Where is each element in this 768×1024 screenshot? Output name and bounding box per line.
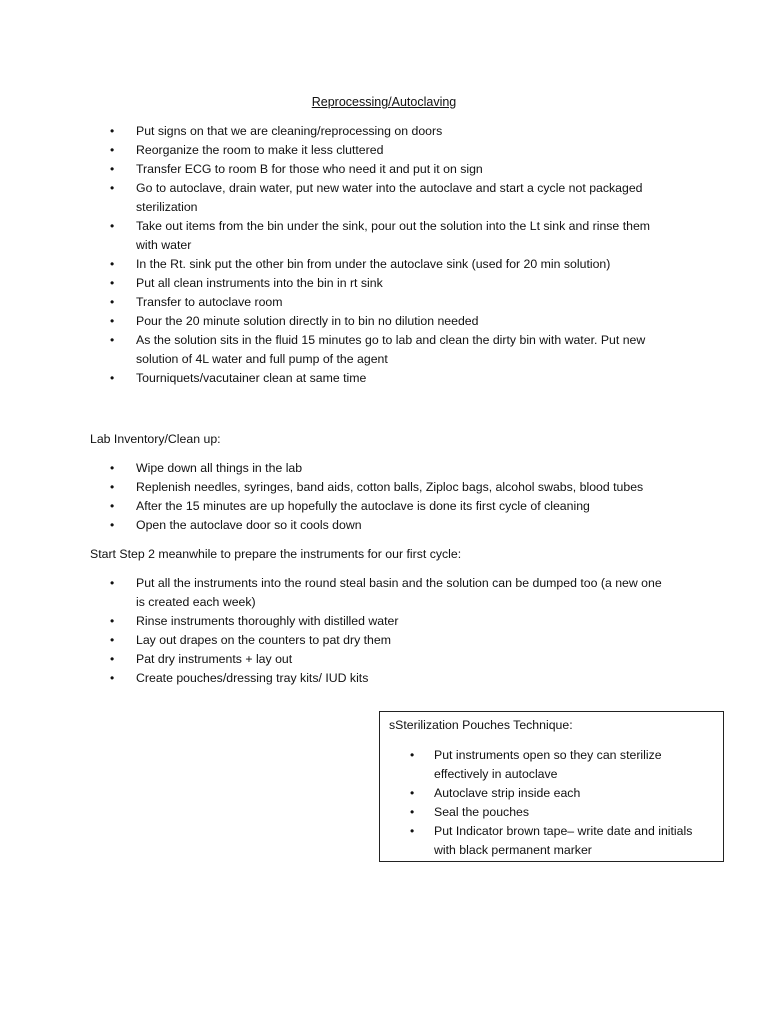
list-item: • After the 15 minutes are up hopefully the autoclave is done its first cycle of cleaning xyxy=(110,497,670,516)
list-item: • Lay out drapes on the counters to pat dry them xyxy=(110,631,670,650)
sterilization-pouches-box xyxy=(379,711,724,862)
bullet-icon: • xyxy=(110,295,115,309)
bullet-icon: • xyxy=(110,124,115,138)
list-item: • Wipe down all things in the lab xyxy=(110,459,670,478)
list-item: • Rinse instruments thoroughly with distilled water xyxy=(110,612,670,631)
list-item: • Reorganize the room to make it less cluttered xyxy=(110,141,670,160)
step2-heading: Start Step 2 meanwhile to prepare the instruments for our first cycle: xyxy=(90,547,462,561)
step2-list xyxy=(110,574,670,688)
bullet-icon: • xyxy=(110,671,115,685)
lab-inventory-list xyxy=(110,459,670,535)
list-item: • Autoclave strip inside each xyxy=(410,784,710,803)
bullet-icon: • xyxy=(110,652,115,666)
list-item: • Pour the 20 minute solution directly in to bin no dilution needed xyxy=(110,312,670,331)
list-item: • Put instruments open so they can sterilize effectively in autoclave xyxy=(410,748,662,781)
page-title: Reprocessing/Autoclaving xyxy=(311,95,457,109)
bullet-icon: • xyxy=(110,257,115,271)
list-item: • Seal the pouches xyxy=(410,803,710,822)
list-item: • Take out items from the bin under the sink, pour out the solution into the Lt sink and rinse them with water xyxy=(110,219,651,252)
list-item: • Put Indicator brown tape– write date and initials with black permanent marker xyxy=(410,824,693,857)
list-item: • Replenish needles, syringes, band aids, cotton balls, Ziploc bags, alcohol swabs, blood tubes xyxy=(110,478,670,497)
list-item: • Create pouches/dressing tray kits/ IUD kits xyxy=(110,669,670,688)
bullet-icon: • xyxy=(110,461,115,475)
bullet-icon: • xyxy=(110,162,115,176)
list-item: • Pat dry instruments + lay out xyxy=(110,650,670,669)
list-item: • Transfer to autoclave room xyxy=(110,293,670,312)
box-title: sSterilization Pouches Technique: xyxy=(389,718,573,732)
list-item: • Put signs on that we are cleaning/reprocessing on doors xyxy=(110,122,670,141)
list-item: • Go to autoclave, drain water, put new water into the autoclave and start a cycle not packaged sterilization xyxy=(110,181,643,214)
bullet-icon: • xyxy=(110,314,115,328)
bullet-icon: • xyxy=(110,181,115,195)
bullet-icon: • xyxy=(110,333,115,347)
list-item: • Open the autoclave door so it cools down xyxy=(110,516,670,535)
list-item: • Transfer ECG to room B for those who need it and put it on sign xyxy=(110,160,670,179)
bullet-icon: • xyxy=(110,480,115,494)
sterilization-list xyxy=(410,746,710,860)
list-item: • In the Rt. sink put the other bin from under the autoclave sink (used for 20 min solution) xyxy=(110,255,670,274)
bullet-icon: • xyxy=(410,824,415,838)
bullet-icon: • xyxy=(410,805,415,819)
bullet-icon: • xyxy=(110,371,115,385)
list-item: • Tourniquets/vacutainer clean at same time xyxy=(110,369,670,388)
bullet-icon: • xyxy=(110,576,115,590)
bullet-icon: • xyxy=(110,633,115,647)
bullet-icon: • xyxy=(110,143,115,157)
bullet-icon: • xyxy=(110,518,115,532)
bullet-icon: • xyxy=(410,786,415,800)
bullet-icon: • xyxy=(110,499,115,513)
reprocessing-list xyxy=(110,122,670,388)
bullet-icon: • xyxy=(410,748,415,762)
list-item: • Put all the instruments into the round steal basin and the solution can be dumped too (a new one is created each week) xyxy=(110,576,662,609)
bullet-icon: • xyxy=(110,614,115,628)
bullet-icon: • xyxy=(110,276,115,290)
bullet-icon: • xyxy=(110,219,115,233)
list-item: • Put all clean instruments into the bin in rt sink xyxy=(110,274,670,293)
lab-inventory-heading: Lab Inventory/Clean up: xyxy=(90,432,221,446)
list-item: • As the solution sits in the fluid 15 minutes go to lab and clean the dirty bin with water. Put new solution of 4L water and full pump of the agent xyxy=(110,333,646,366)
